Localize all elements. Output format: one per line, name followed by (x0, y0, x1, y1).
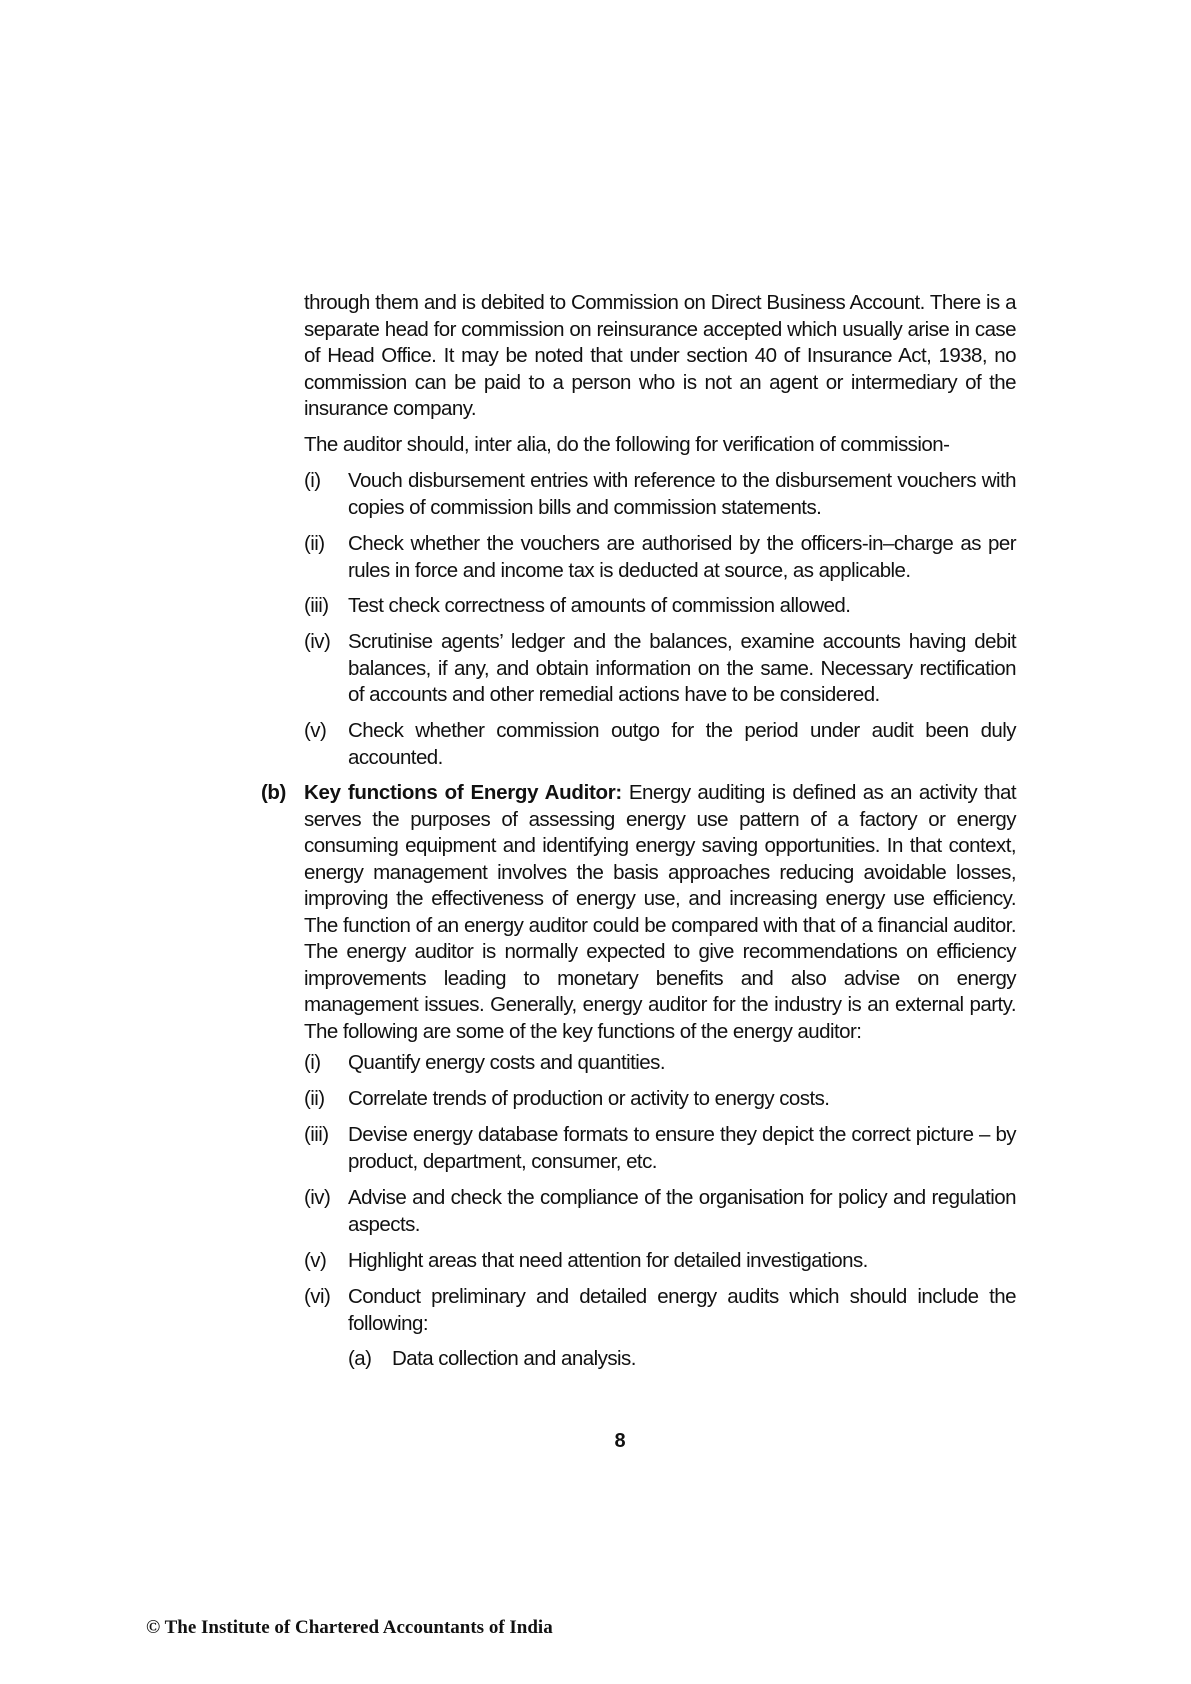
list-item-text: Vouch disbursement entries with reference to the disbursement vouchers with copies of commission bills and commission statements. (348, 469, 1016, 519)
list-item-number: (iii) (304, 594, 329, 617)
page-number: 8 (614, 1430, 626, 1452)
list-item-number: (iv) (304, 1186, 331, 1209)
list-item-text: Correlate trends of production or activity to energy costs. (348, 1087, 830, 1110)
list-item-number: (iv) (304, 630, 331, 653)
section-b-heading: Key functions of Energy Auditor: (304, 781, 622, 804)
list-item-text: Highlight areas that need attention for detailed investigations. (348, 1249, 868, 1272)
sub-list-item-text: Data collection and analysis. (392, 1347, 636, 1370)
section-b-label: (b) (261, 781, 286, 804)
list-item-text: Conduct preliminary and detailed energy audits which should include the following: (348, 1285, 1016, 1335)
list-item-number: (i) (304, 469, 321, 492)
list-item-text: Test check correctness of amounts of commission allowed. (348, 594, 851, 617)
list-item-text: Scrutinise agents’ ledger and the balances, examine accounts having debit balances, if any, and obtain information on the same. Necessary rectification of accounts and other remedial actions have to be considered. (348, 630, 1016, 706)
list-item-number: (vi) (304, 1285, 331, 1308)
section-b-body: Energy auditing is defined as an activity that serves the purposes of assessing energy use pattern of a factory or energy consuming equipment and identifying energy saving opportunities. In that context, energy management involves the basis approaches reducing avoidable losses, improving the effectiveness of energy use, and increasing energy use efficiency. The function of an energy auditor could be compared with that of a financial auditor. The energy auditor is normally expected to give recommendations on efficiency improvements leading to monetary benefits and also advise on energy management issues. Generally, energy auditor for the industry is an external party. The following are some of the key functions of the energy auditor: (304, 781, 1016, 1043)
list-item-number: (ii) (304, 532, 325, 555)
list-item-text: Advise and check the compliance of the organisation for policy and regulation aspects. (348, 1186, 1016, 1236)
section-b-paragraph (304, 780, 1016, 1045)
list-item-text: Quantify energy costs and quantities. (348, 1051, 665, 1074)
intro-paragraph: through them and is debited to Commission on Direct Business Account. There is a separate head for commission on reinsurance accepted which usually arise in case of Head Office. It may be noted that under section 40 of Insurance Act, 1938, no commission can be paid to a person who is not an agent or intermediary of the insurance company. (304, 291, 1016, 420)
list-item-number: (i) (304, 1051, 321, 1074)
list-item-number: (v) (304, 719, 327, 742)
footer-copyright: © The Institute of Chartered Accountants of India (146, 1617, 553, 1638)
list-item-text: Check whether commission outgo for the period under audit been duly accounted. (348, 719, 1016, 769)
list-item-text: Check whether the vouchers are authorised by the officers-in–charge as per rules in force and income tax is deducted at source, as applicable. (348, 532, 1016, 582)
list-item-text: Devise energy database formats to ensure they depict the correct picture – by product, department, consumer, etc. (348, 1123, 1016, 1173)
list-item-number: (iii) (304, 1123, 329, 1146)
sub-list-item-number: (a) (348, 1347, 372, 1370)
list-item-number: (ii) (304, 1087, 325, 1110)
intro-lead: The auditor should, inter alia, do the following for verification of commission- (304, 433, 950, 456)
list-item-number: (v) (304, 1249, 327, 1272)
